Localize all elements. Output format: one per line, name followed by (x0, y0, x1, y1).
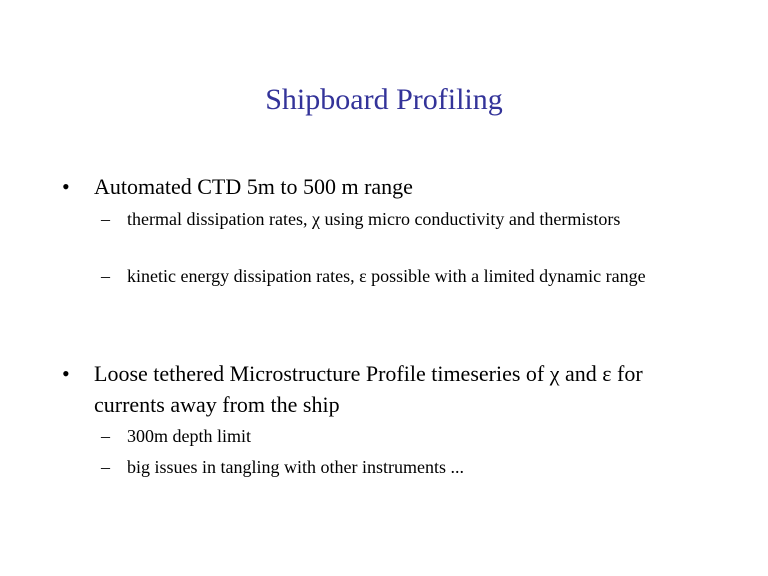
sub-bullet-text: 300m depth limit (127, 426, 251, 446)
bullet-marker: • (62, 361, 70, 386)
dash-marker: – (101, 457, 110, 477)
sub-bullet-item (101, 264, 701, 289)
sub-bullet-item (101, 455, 701, 480)
sub-bullet-text: big issues in tangling with other instruments ... (127, 457, 464, 477)
bullet-marker: • (62, 174, 70, 199)
bullet-text: Automated CTD 5m to 500 m range (94, 174, 413, 199)
sub-bullet-item (101, 424, 701, 449)
dash-marker: – (101, 266, 110, 286)
slide-title: Shipboard Profiling (265, 83, 503, 116)
dash-marker: – (101, 426, 110, 446)
sub-bullet-text: kinetic energy dissipation rates, ε possible with a limited dynamic range (127, 266, 646, 286)
bullet-text: Loose tethered Microstructure Profile timeseries of χ and ε for currents away from the ship (94, 361, 643, 417)
bullet-item (62, 171, 722, 202)
sub-bullet-text: thermal dissipation rates, χ using micro conductivity and thermistors (127, 209, 621, 229)
bullet-item (62, 358, 722, 420)
dash-marker: – (101, 209, 110, 229)
sub-bullet-item (101, 207, 701, 232)
